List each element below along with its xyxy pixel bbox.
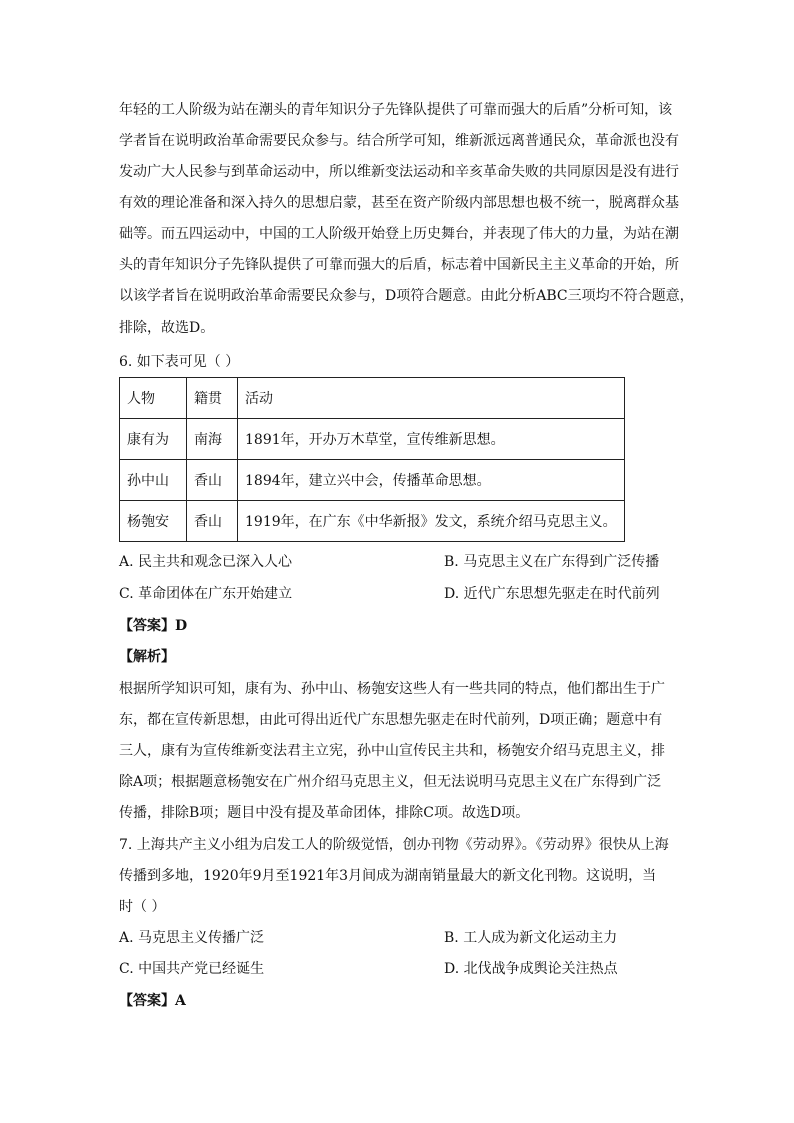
option-b: B. 马克思主义在广东得到广泛传播 <box>444 554 660 570</box>
table-cell: 孙中山 <box>120 460 187 501</box>
option-d: D. 近代广东思想先驱走在时代前列 <box>444 586 660 602</box>
option-d: D. 北伐战争成舆论关注热点 <box>444 961 618 977</box>
analysis-label: 【解析】 <box>119 649 175 665</box>
option-c: C. 中国共产党已经诞生 <box>119 961 265 977</box>
table-cell: 1919年，在广东《中华新报》发文，系统介绍马克思主义。 <box>238 501 625 542</box>
question-7-stem: 传播到多地，1920年9月至1921年3月间成为湖南销量最大的新文化刊物。这说明，当 <box>119 868 657 884</box>
option-a: A. 马克思主义传播广泛 <box>119 930 265 946</box>
answer-label: 【答案】D <box>119 618 188 634</box>
table-cell: 康有为 <box>120 419 187 460</box>
table-header-cell: 活动 <box>238 378 625 419</box>
text-line: 础等。而五四运动中，中国的工人阶级开始登上历史舞台，并表现了伟大的力量，为站在潮 <box>119 226 679 242</box>
table-header-cell: 籍贯 <box>187 378 238 419</box>
text-line: 年轻的工人阶级为站在潮头的青年知识分子先锋队提供了可靠而强大的后盾”分析可知，该 <box>119 102 673 118</box>
question-7-stem: 时（ ） <box>119 899 166 915</box>
table-cell: 南海 <box>187 419 238 460</box>
option-a: A. 民主共和观念已深入人心 <box>119 554 293 570</box>
question-7-stem: 7. 上海共产主义小组为启发工人的阶级觉悟，创办刊物《劳动界》。《劳动界》很快从上海 <box>119 837 669 853</box>
text-line: 学者旨在说明政治革命需要民众参与。结合所学可知，维新派远离普通民众，革命派也没有 <box>119 133 679 149</box>
text-line: 排除，故选D。 <box>119 320 215 336</box>
table-cell: 杨匏安 <box>120 501 187 542</box>
table-row <box>120 501 625 542</box>
option-b: B. 工人成为新文化运动主力 <box>444 930 618 946</box>
table-row <box>120 460 625 501</box>
table-cell: 1894年，建立兴中会，传播革命思想。 <box>238 460 625 501</box>
text-line: 东，都在宣传新思想，由此可得出近代广东思想先驱走在时代前列，D项正确；题意中有 <box>119 712 663 728</box>
text-line: 除A项；根据题意杨匏安在广州介绍马克思主义，但无法说明马克思主义在广东得到广泛 <box>119 774 662 790</box>
text-line: 头的青年知识分子先锋队提供了可靠而强大的后盾，标志着中国新民主主义革命的开始，所 <box>119 257 679 273</box>
text-line: 三人，康有为宣传维新变法君主立宪，孙中山宣传民主共和，杨匏安介绍马克思主义，排 <box>119 743 665 759</box>
text-line: 以该学者旨在说明政治革命需要民众参与，D项符合题意。由此分析ABC三项均不符合题意， <box>119 288 694 304</box>
question-6-stem: 6. 如下表可见（ ） <box>119 354 240 370</box>
table-cell: 香山 <box>187 460 238 501</box>
text-line: 有效的理论准备和深入持久的思想启蒙，甚至在资产阶级内部思想也极不统一，脱离群众基 <box>119 195 679 211</box>
text-line: 根据所学知识可知，康有为、孙中山、杨匏安这些人有一些共同的特点，他们都出生于广 <box>119 681 665 697</box>
table-cell: 香山 <box>187 501 238 542</box>
option-c: C. 革命团体在广东开始建立 <box>119 586 293 602</box>
table-row <box>120 419 625 460</box>
text-line: 传播，排除B项；题目中没有提及革命团体，排除C项。故选D项。 <box>119 805 530 821</box>
answer-label: 【答案】A <box>119 993 186 1009</box>
q6-table <box>119 377 625 542</box>
table-header-row <box>120 378 625 419</box>
text-line: 发动广大人民参与到革命运动中，所以维新变法运动和辛亥革命失败的共同原因是没有进行 <box>119 164 679 180</box>
table-header-cell: 人物 <box>120 378 187 419</box>
table-cell: 1891年，开办万木草堂，宣传维新思想。 <box>238 419 625 460</box>
